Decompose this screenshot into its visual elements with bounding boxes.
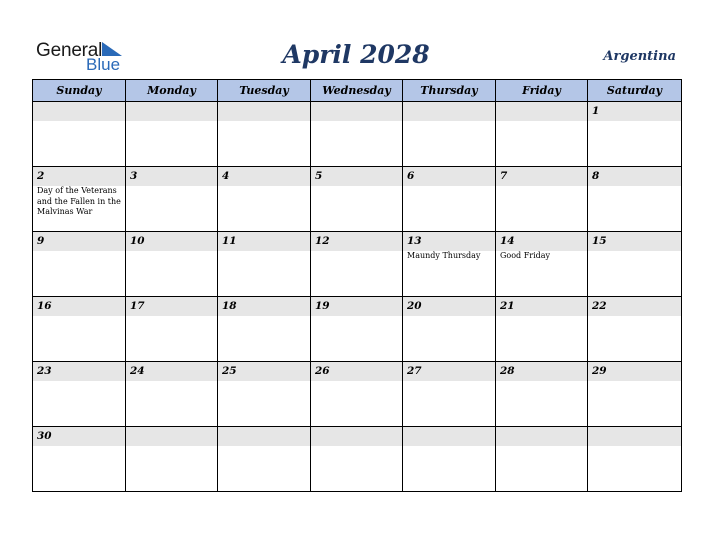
weekday-friday: Friday	[496, 80, 588, 102]
day-number: 5	[315, 170, 323, 182]
weekday-wednesday: Wednesday	[311, 80, 403, 102]
day-number: 21	[500, 300, 515, 312]
day-cell	[403, 297, 496, 362]
day-cell	[496, 102, 588, 167]
day-number: 10	[130, 235, 145, 247]
day-number: 1	[592, 105, 600, 117]
day-number: 29	[592, 365, 607, 377]
day-cell	[403, 427, 496, 492]
day-number-band	[403, 427, 495, 446]
calendar-week-row	[33, 362, 682, 427]
day-cell	[403, 102, 496, 167]
day-number: 19	[315, 300, 330, 312]
day-cell	[588, 232, 682, 297]
day-cell	[496, 362, 588, 427]
day-number: 9	[37, 235, 45, 247]
day-cell	[403, 232, 496, 297]
day-number: 30	[37, 430, 52, 442]
day-number: 16	[37, 300, 52, 312]
day-cell	[33, 167, 126, 232]
day-cell	[311, 167, 403, 232]
calendar-week-row	[33, 232, 682, 297]
day-number: 8	[592, 170, 600, 182]
day-number-band	[126, 102, 217, 121]
day-cell	[496, 297, 588, 362]
day-number-band	[33, 102, 125, 121]
day-cell	[496, 167, 588, 232]
calendar-grid	[32, 79, 682, 492]
day-cell	[218, 362, 311, 427]
day-number: 4	[222, 170, 230, 182]
day-cell	[588, 362, 682, 427]
day-cell	[126, 102, 218, 167]
day-number-band	[218, 102, 310, 121]
day-number-band	[126, 427, 217, 446]
day-number: 12	[315, 235, 330, 247]
holiday-label: Good Friday	[500, 251, 551, 260]
day-cell	[218, 102, 311, 167]
day-cell	[218, 297, 311, 362]
day-number-band	[496, 102, 587, 121]
country-name: Argentina	[603, 49, 676, 64]
day-number: 25	[222, 365, 237, 377]
day-number-band	[218, 167, 310, 186]
day-number: 27	[407, 365, 422, 377]
day-number-band	[588, 427, 681, 446]
day-cell	[33, 297, 126, 362]
day-number: 28	[500, 365, 515, 377]
day-cell	[126, 232, 218, 297]
day-number: 7	[500, 170, 508, 182]
day-number: 2	[37, 170, 45, 182]
day-cell	[496, 232, 588, 297]
weekday-header-row	[33, 80, 682, 102]
day-cell	[588, 427, 682, 492]
holiday-label: Maundy Thursday	[407, 251, 481, 260]
calendar-week-row	[33, 427, 682, 492]
day-number: 26	[315, 365, 330, 377]
day-cell	[33, 232, 126, 297]
day-number: 22	[592, 300, 607, 312]
day-cell	[311, 297, 403, 362]
day-number: 18	[222, 300, 237, 312]
day-cell	[126, 427, 218, 492]
day-cell	[33, 427, 126, 492]
day-cell	[311, 427, 403, 492]
calendar-week-row	[33, 102, 682, 167]
day-number-band	[126, 167, 217, 186]
day-cell	[496, 427, 588, 492]
day-number: 13	[407, 235, 422, 247]
day-cell	[218, 232, 311, 297]
calendar-week-row	[33, 167, 682, 232]
day-number-band	[588, 167, 681, 186]
day-number: 14	[500, 235, 515, 247]
day-cell	[33, 102, 126, 167]
day-number: 23	[37, 365, 52, 377]
day-cell	[126, 362, 218, 427]
day-cell	[588, 102, 682, 167]
day-cell	[311, 362, 403, 427]
day-cell	[218, 167, 311, 232]
day-cell	[311, 232, 403, 297]
day-number: 11	[222, 235, 237, 247]
day-cell	[126, 167, 218, 232]
day-number-band	[496, 167, 587, 186]
day-number-band	[33, 232, 125, 251]
calendar-weeks	[33, 102, 682, 492]
day-cell	[33, 362, 126, 427]
day-number-band	[311, 167, 402, 186]
logo-text-general: General	[36, 40, 103, 61]
weekday-tuesday: Tuesday	[218, 80, 311, 102]
weekday-monday: Monday	[126, 80, 218, 102]
day-number: 17	[130, 300, 145, 312]
calendar-title: April 2028	[282, 40, 430, 69]
day-number-band	[496, 427, 587, 446]
day-cell	[218, 427, 311, 492]
day-cell	[311, 102, 403, 167]
holiday-label: Day of the Veterans and the Fallen in the Malvinas War	[37, 186, 121, 216]
day-number-band	[311, 102, 402, 121]
day-number: 24	[130, 365, 145, 377]
calendar-week-row	[33, 297, 682, 362]
day-number: 15	[592, 235, 607, 247]
day-number: 3	[130, 170, 138, 182]
day-number-band	[33, 167, 125, 186]
weekday-saturday: Saturday	[588, 80, 682, 102]
day-cell	[403, 362, 496, 427]
day-cell	[403, 167, 496, 232]
day-number-band	[218, 427, 310, 446]
day-number: 20	[407, 300, 422, 312]
day-number: 6	[407, 170, 415, 182]
day-cell	[588, 297, 682, 362]
weekday-sunday: Sunday	[33, 80, 126, 102]
day-number-band	[588, 102, 681, 121]
day-number-band	[403, 102, 495, 121]
day-cell	[588, 167, 682, 232]
day-number-band	[403, 167, 495, 186]
weekday-thursday: Thursday	[403, 80, 496, 102]
day-number-band	[311, 427, 402, 446]
day-cell	[126, 297, 218, 362]
logo-text-blue: Blue	[86, 55, 121, 74]
